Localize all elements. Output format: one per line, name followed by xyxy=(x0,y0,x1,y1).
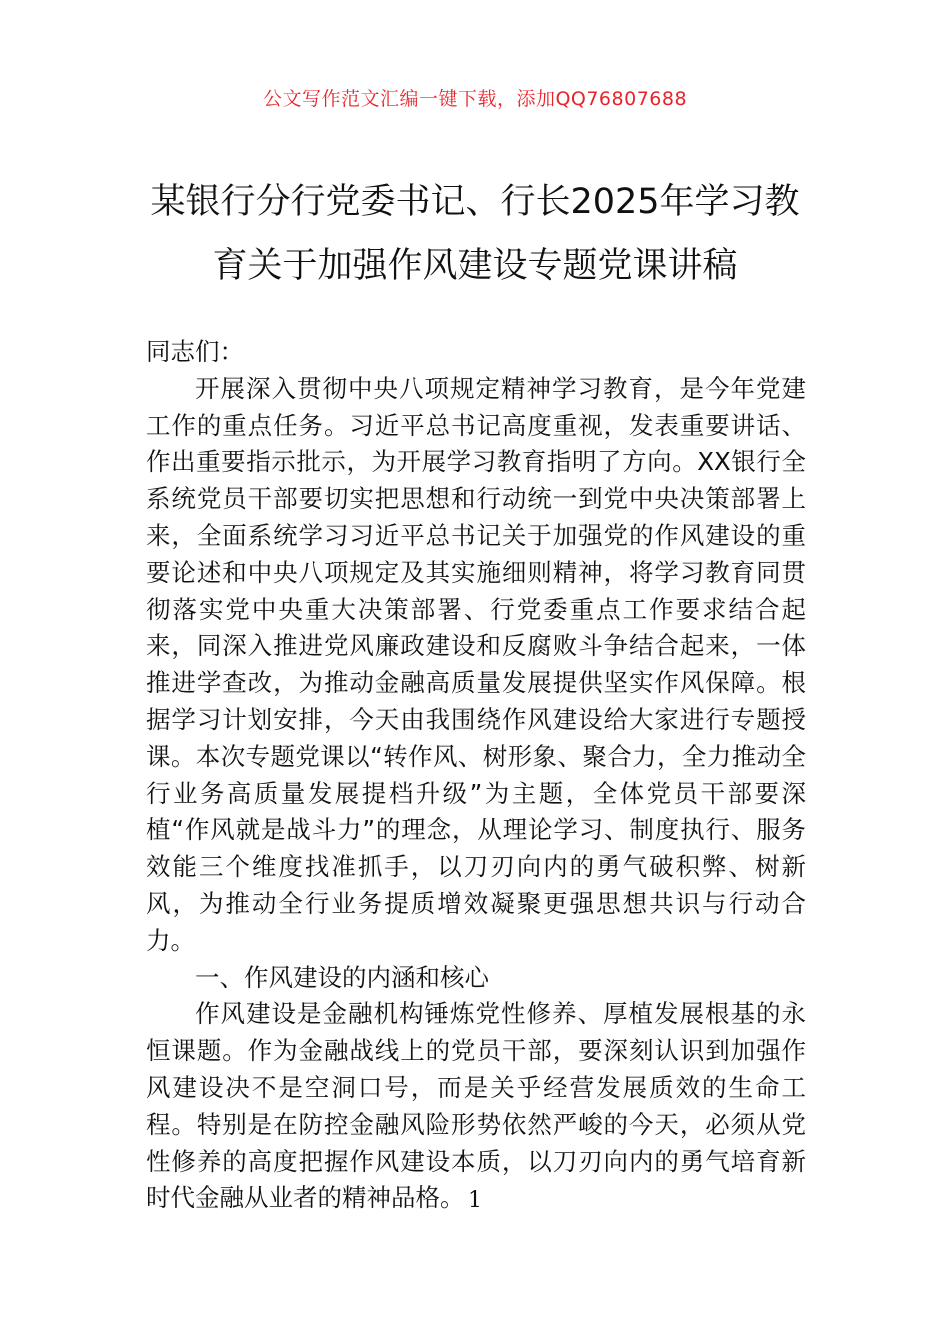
section-heading-1: 一、作风建设的内涵和核心 xyxy=(195,962,489,992)
download-banner: 公文写作范文汇编一键下载，添加QQ76807688 xyxy=(262,88,688,110)
document-title xyxy=(120,170,830,298)
title-line-1: 某银行分行党委书记、行长2025年学习教 xyxy=(150,182,800,222)
paragraph-intro: 开展深入贯彻中央八项规定精神学习教育，是今年党建工作的重点任务。习近平总书记高度重视，发表重要讲话、作出重要指示批示，为开展学习教育指明了方向。XX银行全系统党员干部要切实把思想和行动统一到党中央决策部署上来，全面系统学习习近平总书记关于加强党的作风建设的重要论述和中央八项规定及其实施细则精神，将学习教育同贯彻落实党中央重大决策部署、行党委重点工作要求结合起来，同深入推进党风廉政建设和反腐败斗争结合起来，一体推进学查改，为推动金融高质量发展提供坚实作风保障。根据学习计划安排，今天由我围绕作风建设给大家进行专题授课。本次专题党课以“转作风、树形象、聚合力，全力推动全行业务高质量发展提档升级”为主题，全体党员干部要深植“作风就是战斗力”的理念，从理论学习、制度执行、服务效能三个维度找准抓手，以刀刃向内的勇气破积弊、树新风，为推动全行业务提质增效凝聚更强思想共识与行动合力。 xyxy=(146,373,806,955)
document-body xyxy=(146,334,806,1217)
salutation: 同志们： xyxy=(146,337,244,366)
page-number: 1 xyxy=(468,1188,482,1213)
title-line-2: 育关于加强作风建设专题党课讲稿 xyxy=(212,246,738,286)
paragraph-section-1: 作风建设是金融机构锤炼党性修养、厚植发展根基的永恒课题。作为金融战线上的党员干部，要深刻认识到加强作风建设决不是空洞口号，而是关乎经营发展质效的生命工程。特别是在防控金融风险形势依然严峻的今天，必须从党性修养的高度把握作风建设本质，以刀刃向内的勇气培育新时代金融从业者的精神品格。 xyxy=(146,999,806,1213)
